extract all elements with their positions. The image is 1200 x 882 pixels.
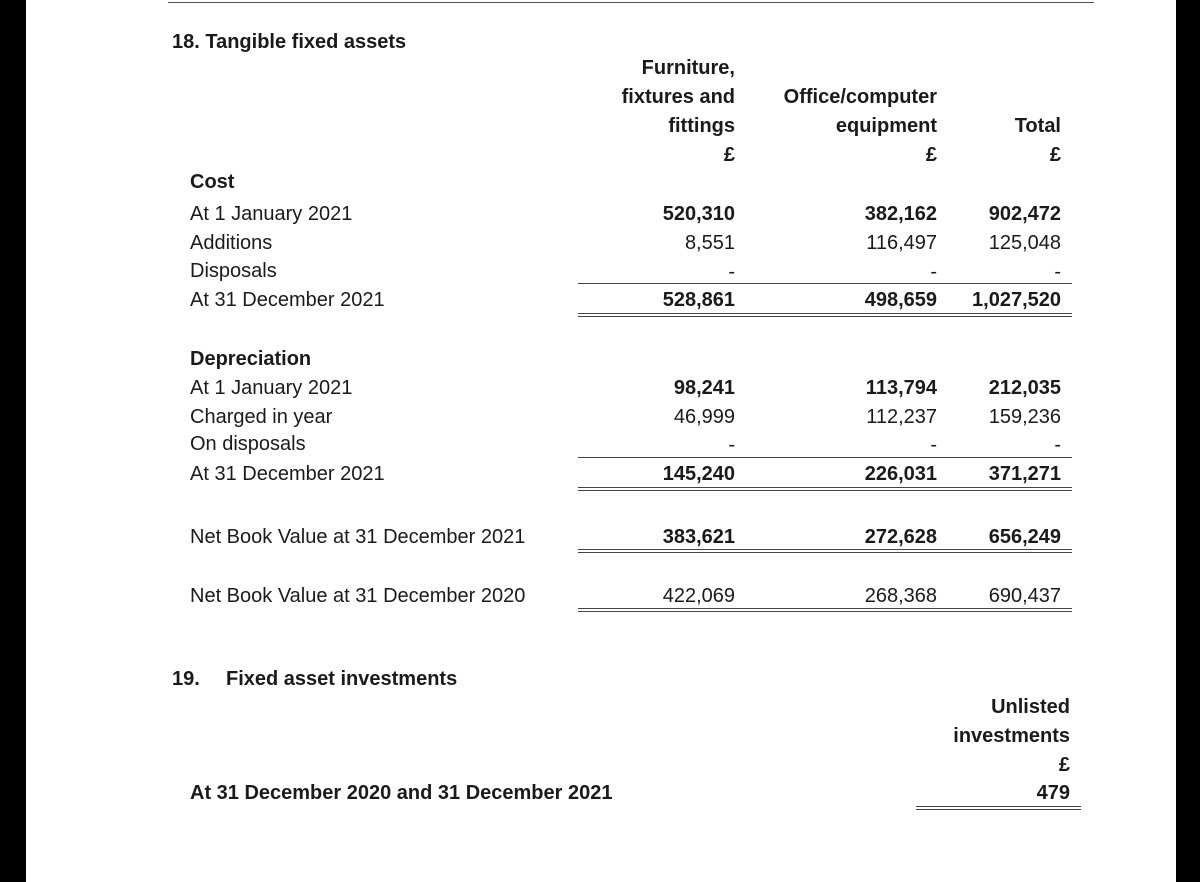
- cell-office: 272,628: [864, 526, 937, 548]
- row-label: At 1 January 2021: [190, 377, 353, 399]
- cell-furniture: 98,241: [673, 377, 735, 399]
- cell-office: -: [930, 434, 937, 456]
- cell-office: 116,497: [866, 232, 937, 254]
- row-label: Net Book Value at 31 December 2020: [190, 585, 526, 607]
- cell-furniture: 46,999: [673, 406, 735, 428]
- header-total-currency: £: [1049, 144, 1061, 166]
- cell-furniture: 422,069: [662, 585, 735, 607]
- row-label: Additions: [190, 232, 273, 254]
- header-unlisted-line-2: investments: [953, 725, 1070, 747]
- header-total-line-1: Total: [1014, 115, 1061, 137]
- cell-total: 902,472: [988, 203, 1061, 225]
- cell-furniture: -: [728, 261, 735, 283]
- cell-total: -: [1054, 434, 1061, 456]
- cell-total: 125,048: [988, 232, 1061, 254]
- cell-total: 212,035: [988, 377, 1061, 399]
- cell-investments-value: 479: [1036, 782, 1070, 804]
- header-furniture-line-2: fixtures and: [621, 86, 735, 108]
- cell-office: 113,794: [865, 377, 937, 399]
- cost-heading: Cost: [190, 171, 235, 193]
- section-19-title: Fixed asset investments: [226, 668, 458, 690]
- cell-total: -: [1054, 261, 1061, 283]
- cell-furniture: 520,310: [662, 203, 735, 225]
- cell-furniture: 528,861: [662, 289, 735, 311]
- cell-total: 656,249: [988, 526, 1061, 548]
- header-furniture-line-3: fittings: [668, 115, 735, 137]
- row-label: At 31 December 2021: [190, 289, 385, 311]
- row-label: Disposals: [190, 260, 277, 282]
- nbv-2020-double-rule: [578, 608, 1072, 612]
- cell-furniture: 8,551: [684, 232, 735, 254]
- cell-office: 382,162: [864, 203, 937, 225]
- cell-total: 371,271: [988, 463, 1061, 485]
- cell-office: 498,659: [864, 289, 937, 311]
- cell-office: 268,368: [864, 585, 937, 607]
- document-page: [26, 0, 1176, 882]
- cell-office: 226,031: [864, 463, 937, 485]
- row-label: At 31 December 2020 and 31 December 2021: [190, 782, 613, 804]
- row-label: At 1 January 2021: [190, 203, 353, 225]
- header-office-currency: £: [925, 144, 937, 166]
- header-unlisted-currency: £: [1058, 754, 1070, 776]
- investments-double-rule: [916, 806, 1081, 810]
- cell-total: 690,437: [988, 585, 1061, 607]
- section-19-number: 19.: [172, 668, 200, 690]
- depreciation-heading: Depreciation: [190, 348, 312, 370]
- header-office-line-2: equipment: [835, 115, 937, 137]
- header-office-line-1: Office/computer: [783, 86, 937, 108]
- row-label: Charged in year: [190, 406, 333, 428]
- cell-furniture: -: [728, 434, 735, 456]
- header-furniture-line-1: Furniture,: [641, 57, 735, 79]
- cell-office: -: [930, 261, 937, 283]
- nbv-2021-double-rule: [578, 549, 1072, 553]
- header-unlisted-line-1: Unlisted: [991, 696, 1070, 718]
- cell-furniture: 145,240: [662, 463, 735, 485]
- cell-total: 1,027,520: [972, 289, 1061, 311]
- section-18-title: 18. Tangible fixed assets: [172, 31, 407, 53]
- cost-subtotal-rule: [578, 283, 1072, 284]
- header-furniture-currency: £: [723, 144, 735, 166]
- cost-total-double-rule: [578, 313, 1072, 317]
- depreciation-total-double-rule: [578, 487, 1072, 491]
- top-rule: [168, 2, 1094, 3]
- row-label: On disposals: [190, 433, 306, 455]
- depreciation-subtotal-rule: [578, 457, 1072, 458]
- row-label: Net Book Value at 31 December 2021: [190, 526, 526, 548]
- cell-furniture: 383,621: [662, 526, 735, 548]
- row-label: At 31 December 2021: [190, 463, 385, 485]
- cell-total: 159,236: [988, 406, 1061, 428]
- cell-office: 112,237: [866, 406, 937, 428]
